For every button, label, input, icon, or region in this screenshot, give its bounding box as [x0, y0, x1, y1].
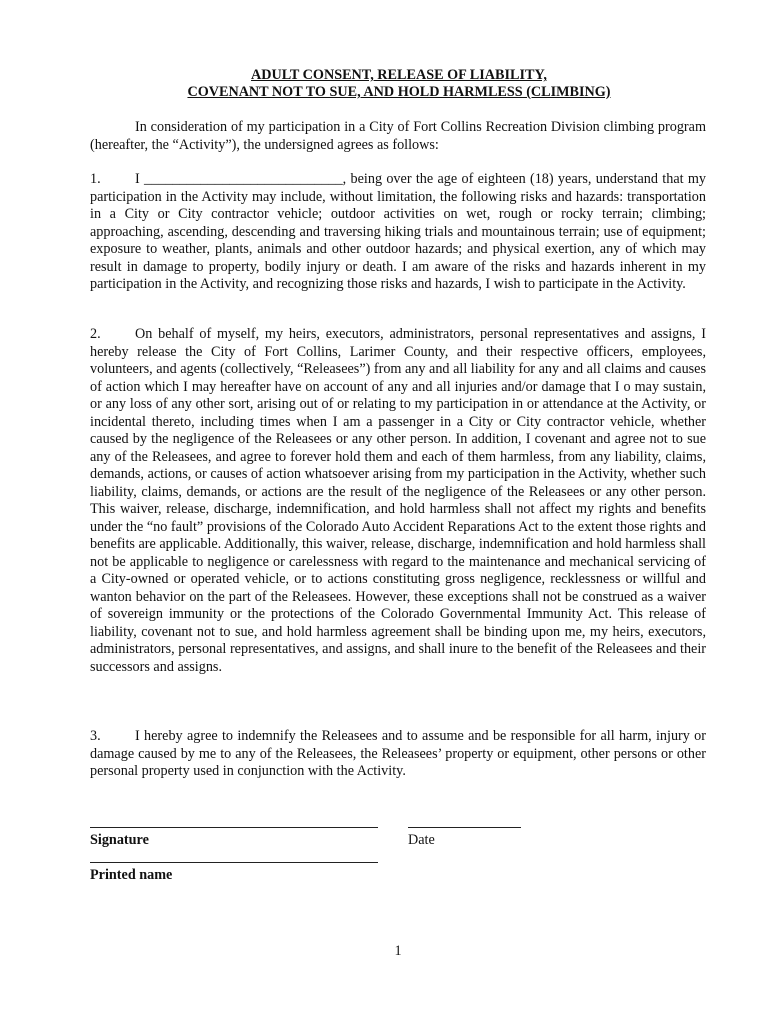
intro-paragraph: In consideration of my participation in a City of Fort Collins Recreation Division climbing program (hereafter, the “Activity”), the undersigned agrees as follows:: [90, 119, 706, 153]
paragraph-2-number: 2.: [90, 326, 101, 342]
date-label: Date: [408, 832, 435, 848]
paragraph-3-text: I hereby agree to indemnify the Releasees and to assume and be responsible for all harm, injury or damage caused by me to any of the Releasees, the Releasees’ property or equipment, other persons or other personal property used in conjunction with the Activity.: [90, 728, 706, 779]
page-number: 1: [394, 943, 402, 959]
printed-name-label: Printed name: [90, 867, 173, 883]
printed-name-line[interactable]: [90, 862, 378, 863]
paragraph-3-number: 3.: [90, 728, 101, 744]
paragraph-2: [90, 326, 706, 676]
paragraph-1-text: I ____________________________, being over the age of eighteen (18) years, understand that my participation in the Activity may include, without limitation, the following risks and hazards: transportation in a City or City contractor vehicle; outdoor activities on wet, rough or rocky terrain; climbing; approaching, ascending, descending and traversing hiking trials and mountainous terrain; use of equipment; exposure to weather, plants, animals and other outdoor hazards; and physical exertion, any of which may result in damage to property, bodily injury or death. I am aware of the risks and hazards inherent in my participation in the Activity, and recognizing those risks and hazards, I wish to participate in the Activity.: [90, 171, 706, 292]
signature-line[interactable]: [90, 827, 378, 828]
document-title-line-1: ADULT CONSENT, RELEASE OF LIABILITY,: [251, 67, 547, 83]
signature-label: Signature: [90, 832, 149, 848]
paragraph-3: [90, 728, 706, 781]
date-line[interactable]: [408, 827, 521, 828]
document-title-line-2: COVENANT NOT TO SUE, AND HOLD HARMLESS (CLIMBING): [187, 84, 611, 100]
paragraph-2-text: On behalf of myself, my heirs, executors, administrators, personal representatives and assigns, I hereby release the City of Fort Collins, Larimer County, and their respective officers, employees, volunteers, and agents (collectively, “Releasees”) from any and all liability for any and all claims and causes of action which I may hereafter have on account of any and all injuries and/or damage that I o may sustain, or any loss of any other sort, arising out of or relating to my participation in or attendance at the Activity, or incidental thereto, including times when I am a passenger in a City or City contractor vehicle, whether caused by the negligence of the Releasees or any other person. In addition, I covenant and agree not to sue any of the Releasees, and agree to forever hold them and each of them harmless, from any liability, claims, demands, actions, or causes of action whatsoever arising from my participation in the Activity, whether such liability, claims, demands, or actions are the result of the negligence of the Releasees or any other person. This waiver, release, discharge, indemnification, and hold harmless shall not affect my rights and benefits under the “no fault” provisions of the Colorado Auto Accident Reparations Act to the extent those rights and benefits are applicable. Additionally, this waiver, release, discharge, indemnification and hold harmless shall not be applicable to negligence or carelessness with regard to the maintenance and mechanical servicing of a City-owned or operated vehicle, or to actions constituting gross negligence, recklessness or willful and wanton behavior on the part of the Releasees. However, these exceptions shall not be construed as a waiver of sovereign immunity or the protections of the Colorado Governmental Immunity Act. This release of liability, covenant not to sue, and hold harmless agreement shall be binding upon me, my heirs, executors, administrators, personal representatives, and assigns, and shall inure to the benefit of the Releasees and their successors and assigns.: [90, 326, 707, 675]
paragraph-1: [90, 171, 706, 294]
paragraph-1-number: 1.: [90, 171, 101, 187]
